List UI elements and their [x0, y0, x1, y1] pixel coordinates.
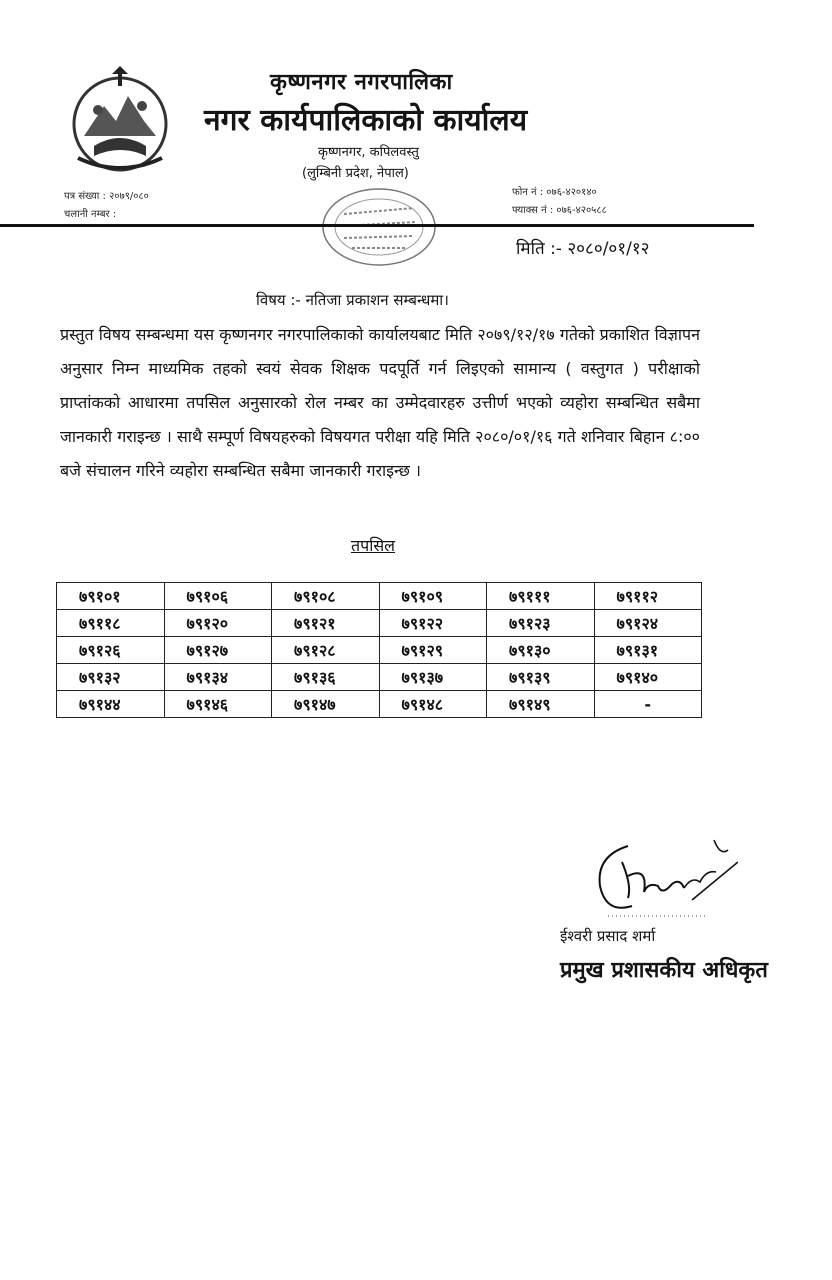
reference-number: पत्र संख्या : २०७९/०८०	[64, 191, 149, 202]
signatory-title: प्रमुख प्रशासकीय अधिकृत	[560, 958, 768, 983]
roll-number-cell: ७९१४८	[379, 691, 487, 718]
roll-number-cell: ७९१०८	[272, 583, 380, 610]
table-row	[57, 583, 702, 610]
roll-number-cell: ७९११८	[57, 610, 165, 637]
roll-number-cell: ७९१३४	[164, 664, 272, 691]
table-row	[57, 637, 702, 664]
phone-number: फोन नं : ०७६-४२०१४०	[512, 187, 597, 198]
dispatch-number: चलानी नम्बर :	[64, 209, 117, 220]
roll-number-cell: ७९१४७	[272, 691, 380, 718]
municipality-name: कृष्णनगर नगरपालिका	[270, 70, 453, 95]
office-name: नगर कार्यपालिकाको कार्यालय	[204, 103, 528, 138]
roll-number-cell: ७९११२	[594, 583, 702, 610]
roll-number-table	[56, 582, 702, 718]
details-heading: तपसिल	[351, 536, 396, 555]
letter-subject: विषय :- नतिजा प्रकाशन सम्बन्धमा।	[256, 291, 449, 309]
roll-number-cell: ७९१३२	[57, 664, 165, 691]
roll-number-cell: ७९१२०	[164, 610, 272, 637]
roll-number-cell: ७९१२७	[164, 637, 272, 664]
roll-number-cell: ७९१४९	[487, 691, 595, 718]
roll-number-cell: ७९१३६	[272, 664, 380, 691]
roll-number-cell: ७९१३९	[487, 664, 595, 691]
roll-number-cell: ७९१२८	[272, 637, 380, 664]
table-row	[57, 664, 702, 691]
letter-date: मिति :- २०८०/०१/१२	[516, 239, 650, 259]
roll-number-cell: ७९१०६	[164, 583, 272, 610]
fax-number: फ्याक्स नं : ०७६-४२०५८८	[512, 205, 607, 216]
roll-number-cell: ७९१०१	[57, 583, 165, 610]
office-province: (लुम्बिनी प्रदेश, नेपाल)	[302, 166, 409, 181]
roll-number-cell: ७९१०९	[379, 583, 487, 610]
signature-icon	[588, 826, 738, 922]
roll-number-cell: ७९१२२	[379, 610, 487, 637]
roll-number-cell: ७९१३७	[379, 664, 487, 691]
roll-number-cell: ७९१२९	[379, 637, 487, 664]
roll-number-cell: ७९१३१	[594, 637, 702, 664]
office-stamp-icon	[318, 184, 440, 270]
roll-number-cell: ७९१४६	[164, 691, 272, 718]
letter-body: प्रस्तुत विषय सम्बन्धमा यस कृष्णनगर नगरपालिकाको कार्यालयबाट मिति २०७९/१२/१७ गतेको प्रकाशित विज्ञापन अनुसार निम्न माध्यमिक तहको स्वयं सेवक शिक्षक पदपूर्ति गर्न लिइएको सामान्य ( वस्तुगत ) परीक्षाको प्राप्तांकको आधारमा तपसिल अनुसारको रोल नम्बर का उम्मेदवारहरु उत्तीर्ण भएको व्यहोरा सम्बन्धित सबैमा जानकारी गराइन्छ । साथै सम्पूर्ण विषयहरुको विषयगत परीक्षा यहि मिति २०८०/०१/१६ गते शनिवार बिहान ८:०० बजे संचालन गरिने व्यहोरा सम्बन्धित सबैमा जानकारी गराइन्छ ।	[60, 325, 700, 480]
header-divider	[0, 224, 754, 227]
roll-number-cell: ७९१११	[487, 583, 595, 610]
nepal-emblem-icon	[64, 66, 176, 176]
roll-number-cell: ७९१४४	[57, 691, 165, 718]
roll-number-cell: ७९१२१	[272, 610, 380, 637]
table-row	[57, 691, 702, 718]
roll-number-cell: ७९१३०	[487, 637, 595, 664]
roll-number-cell: ७९१२६	[57, 637, 165, 664]
roll-number-cell: ७९१२४	[594, 610, 702, 637]
roll-number-cell: ७९१२३	[487, 610, 595, 637]
office-address: कृष्णनगर, कपिलवस्तु	[318, 145, 419, 160]
signatory-name: ईश्वरी प्रसाद शर्मा	[560, 927, 656, 945]
table-row	[57, 610, 702, 637]
roll-number-cell: ७९१४०	[594, 664, 702, 691]
roll-number-cell: -	[594, 691, 702, 718]
